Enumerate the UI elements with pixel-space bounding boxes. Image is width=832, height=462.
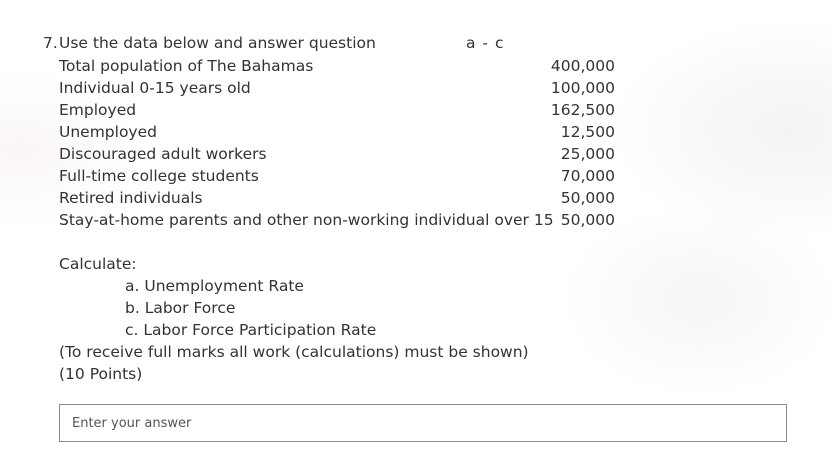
data-table bbox=[59, 55, 619, 231]
data-row-value: 50,000 bbox=[560, 211, 615, 229]
question-suffix: a - c bbox=[466, 34, 505, 52]
data-row bbox=[59, 55, 619, 77]
data-row-value: 100,000 bbox=[550, 79, 615, 97]
data-row-value: 70,000 bbox=[560, 167, 615, 185]
data-row bbox=[59, 121, 619, 143]
data-row-value: 50,000 bbox=[560, 189, 615, 207]
question-title: Use the data below and answer question bbox=[59, 34, 376, 52]
sub-item-a: a. Unemployment Rate bbox=[125, 277, 304, 295]
data-row-value: 162,500 bbox=[550, 101, 615, 119]
data-row-label: Employed bbox=[59, 101, 137, 119]
data-row-value: 12,500 bbox=[560, 123, 615, 141]
sub-item-b: b. Labor Force bbox=[125, 299, 236, 317]
instructions-note: (To receive full marks all work (calculations) must be shown) bbox=[59, 343, 529, 361]
question-number: 7. bbox=[43, 34, 58, 52]
data-row bbox=[59, 143, 619, 165]
points-label: (10 Points) bbox=[59, 365, 143, 383]
data-row bbox=[59, 165, 619, 187]
data-row-label: Discouraged adult workers bbox=[59, 145, 267, 163]
data-row-value: 400,000 bbox=[550, 57, 615, 75]
data-row bbox=[59, 187, 619, 209]
data-row-value: 25,000 bbox=[560, 145, 615, 163]
answer-input[interactable] bbox=[59, 404, 787, 442]
data-row-label: Unemployed bbox=[59, 123, 157, 141]
data-row-label: Individual 0-15 years old bbox=[59, 79, 251, 97]
data-row-label: Stay-at-home parents and other non-working individual over 15 bbox=[59, 211, 554, 229]
data-row-label: Retired individuals bbox=[59, 189, 203, 207]
data-row-label: Full-time college students bbox=[59, 167, 259, 185]
sub-item-c: c. Labor Force Participation Rate bbox=[125, 321, 377, 339]
data-row-label: Total population of The Bahamas bbox=[59, 57, 314, 75]
calculate-label: Calculate: bbox=[59, 255, 137, 273]
data-row bbox=[59, 209, 619, 231]
data-row bbox=[59, 77, 619, 99]
data-row bbox=[59, 99, 619, 121]
